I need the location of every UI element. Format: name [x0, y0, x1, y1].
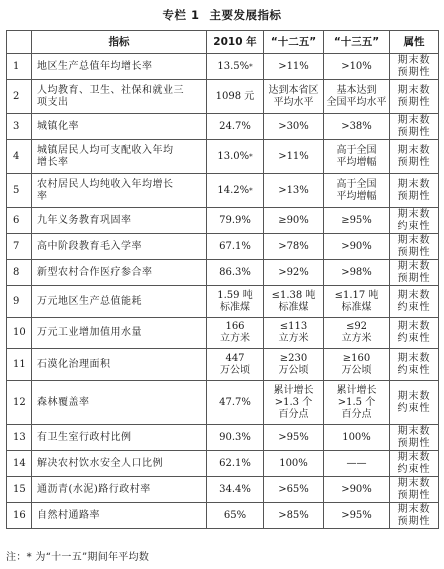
attribute-cell — [390, 174, 439, 208]
p12-line: >65% — [278, 483, 309, 495]
attr-line: 预期性 — [397, 272, 431, 284]
indicator-line: 自然村通路率 — [37, 509, 100, 521]
p12-line: >92% — [278, 266, 309, 278]
value-2010-cell — [207, 114, 264, 140]
row-number: 9 — [7, 286, 32, 318]
attr-line: 预期性 — [397, 156, 431, 168]
p13-line: 万公顷 — [341, 364, 372, 376]
attr-line: 期末数 — [397, 390, 431, 402]
indicator-line: 石漠化治理面积 — [37, 358, 111, 370]
attr-line: 约束性 — [397, 301, 431, 313]
p12-line: 累计增长 — [273, 384, 314, 396]
table-row — [7, 174, 439, 208]
footnote-mark: * — [249, 186, 253, 195]
attr-line: 期末数 — [397, 352, 431, 364]
p13-line: 高于全国 — [336, 178, 377, 190]
attr-line: 预期性 — [397, 246, 431, 258]
attribute-cell — [390, 208, 439, 234]
table-row — [7, 234, 439, 260]
attr-line: 期末数 — [397, 451, 431, 463]
indicator-cell — [32, 140, 207, 174]
indicator-cell — [32, 260, 207, 286]
target-13th-plan-cell — [324, 503, 390, 529]
p13-line: 累计增长 — [336, 384, 377, 396]
indicator-line: 城镇化率 — [37, 120, 79, 132]
p13-line: 标准煤 — [341, 301, 372, 313]
attr-line: 期末数 — [397, 289, 431, 301]
y2010-line: 447 — [225, 352, 245, 364]
table-row — [7, 80, 439, 114]
indicator-cell — [32, 286, 207, 318]
target-13th-plan-cell — [324, 54, 390, 80]
target-13th-plan-cell — [324, 80, 390, 114]
attr-line: 预期性 — [397, 126, 431, 138]
indicator-line: 万元工业增加值用水量 — [37, 327, 142, 338]
indicator-line: 人均教育、卫生、社保和就业三 — [37, 84, 184, 96]
p12-line: ≤1.38 吨 — [271, 289, 316, 301]
attr-line: 预期性 — [397, 190, 431, 202]
attribute-cell — [390, 234, 439, 260]
header-no — [7, 31, 32, 54]
attr-line: 预期性 — [397, 96, 431, 108]
attr-line: 期末数 — [397, 503, 431, 515]
attr-line: 预期性 — [397, 66, 431, 78]
table-row — [7, 140, 439, 174]
indicator-line: 项支出 — [37, 96, 69, 108]
header-2010: 2010 年 — [207, 31, 264, 54]
target-12th-plan-cell — [264, 286, 324, 318]
attr-line: 预期性 — [397, 489, 431, 501]
p13-line: 高于全国 — [336, 144, 377, 156]
y2010-value: 1098 元 — [215, 90, 255, 102]
attribute-cell — [390, 503, 439, 529]
indicator-line: 地区生产总值年均增长率 — [37, 60, 153, 72]
y2010-line: 万公顷 — [220, 364, 250, 376]
value-2010-cell — [207, 80, 264, 114]
attribute-cell — [390, 54, 439, 80]
indicator-cell — [32, 349, 207, 381]
target-13th-plan-cell — [324, 318, 390, 349]
p13-line: >90% — [341, 240, 372, 252]
indicator-line: 新型农村合作医疗参合率 — [37, 266, 153, 278]
row-number: 13 — [7, 425, 32, 451]
table-row — [7, 114, 439, 140]
attr-line: 期末数 — [397, 425, 431, 437]
value-2010-cell — [207, 286, 264, 318]
target-12th-plan-cell — [264, 451, 324, 477]
p12-line: 100% — [279, 457, 308, 469]
p12-line: ≥230 — [279, 352, 308, 364]
y2010-value: 79.9% — [219, 214, 251, 226]
attribute-cell — [390, 140, 439, 174]
indicator-cell — [32, 234, 207, 260]
p12-line: 立方米 — [278, 333, 309, 344]
target-12th-plan-cell — [264, 208, 324, 234]
p12-line: >85% — [278, 509, 309, 521]
p13-line: 平均增幅 — [336, 190, 377, 202]
y2010-value: 14.2% — [217, 184, 250, 196]
indicator-cell — [32, 503, 207, 529]
table-row — [7, 260, 439, 286]
row-number: 16 — [7, 503, 32, 529]
p12-line: >11% — [278, 150, 309, 162]
attr-line: 约束性 — [397, 463, 431, 475]
target-12th-plan-cell — [264, 349, 324, 381]
value-2010-cell — [207, 174, 264, 208]
row-number: 15 — [7, 477, 32, 503]
indicator-line: 城镇居民人均可支配收入年均 — [37, 144, 174, 156]
attribute-cell — [390, 425, 439, 451]
p13-line: >98% — [341, 266, 372, 278]
table-row — [7, 425, 439, 451]
attr-line: 期末数 — [397, 84, 431, 96]
target-13th-plan-cell — [324, 425, 390, 451]
value-2010-cell — [207, 477, 264, 503]
value-2010-cell — [207, 54, 264, 80]
p12-line: >95% — [278, 431, 309, 443]
row-number: 11 — [7, 349, 32, 381]
target-13th-plan-cell — [324, 234, 390, 260]
value-2010-cell — [207, 260, 264, 286]
value-2010-cell — [207, 318, 264, 349]
table-caption — [6, 2, 438, 28]
attr-line: 约束性 — [397, 220, 431, 232]
value-2010-cell — [207, 234, 264, 260]
p13-line: 全国平均水平 — [326, 96, 387, 108]
table-row — [7, 503, 439, 529]
attr-line: 预期性 — [397, 515, 431, 527]
y2010-value: 34.4% — [219, 483, 251, 495]
attr-line: 期末数 — [397, 260, 431, 272]
attribute-cell — [390, 349, 439, 381]
row-number: 6 — [7, 208, 32, 234]
row-number: 5 — [7, 174, 32, 208]
target-12th-plan-cell — [264, 174, 324, 208]
p13-line: 平均增幅 — [336, 156, 377, 168]
p13-line: >10% — [341, 60, 372, 72]
y2010-value: 67.1% — [219, 240, 251, 252]
indicator-cell — [32, 114, 207, 140]
indicator-line: 九年义务教育巩固率 — [37, 214, 132, 226]
attr-line: 期末数 — [397, 321, 431, 332]
target-12th-plan-cell — [264, 80, 324, 114]
p12-line: 万公顷 — [278, 364, 309, 376]
attribute-cell — [390, 260, 439, 286]
target-13th-plan-cell — [324, 174, 390, 208]
header-attribute: 属性 — [390, 31, 439, 54]
footnote-mark: * — [249, 152, 253, 161]
attr-line: 约束性 — [397, 402, 431, 414]
p12-line: >78% — [278, 240, 309, 252]
attr-line: 预期性 — [397, 437, 431, 449]
value-2010-cell — [207, 503, 264, 529]
row-number: 2 — [7, 80, 32, 114]
p13-line: 百分点 — [341, 408, 372, 420]
attr-line: 期末数 — [397, 114, 431, 126]
indicator-cell — [32, 80, 207, 114]
p13-line: 基本达到 — [336, 84, 377, 96]
target-12th-plan-cell — [264, 140, 324, 174]
attribute-cell — [390, 451, 439, 477]
p13-line: 100% — [342, 431, 371, 443]
target-12th-plan-cell — [264, 114, 324, 140]
target-13th-plan-cell — [324, 140, 390, 174]
target-13th-plan-cell — [324, 260, 390, 286]
target-13th-plan-cell — [324, 477, 390, 503]
y2010-line: 1.59 吨 — [217, 289, 253, 301]
y2010-value: 90.3% — [219, 431, 251, 443]
p13-line: ≤1.17 吨 — [334, 289, 379, 301]
y2010-value: 13.5% — [217, 60, 250, 72]
indicator-line: 高中阶段教育毛入学率 — [37, 240, 142, 252]
indicator-cell — [32, 318, 207, 349]
header-row — [7, 31, 439, 54]
p12-line: >1.3 个 — [274, 396, 313, 408]
target-13th-plan-cell — [324, 286, 390, 318]
row-number: 14 — [7, 451, 32, 477]
y2010-value: 62.1% — [219, 457, 251, 469]
p13-line: >95% — [341, 509, 372, 521]
p13-line: —— — [346, 457, 367, 469]
y2010-value: 47.7% — [219, 396, 251, 408]
indicator-cell — [32, 477, 207, 503]
target-12th-plan-cell — [264, 477, 324, 503]
target-13th-plan-cell — [324, 208, 390, 234]
target-12th-plan-cell — [264, 260, 324, 286]
indicator-line: 森林覆盖率 — [37, 396, 90, 408]
table-row — [7, 381, 439, 425]
header-indicator: 指标 — [32, 31, 207, 54]
indicator-cell — [32, 208, 207, 234]
target-12th-plan-cell — [264, 234, 324, 260]
target-12th-plan-cell — [264, 318, 324, 349]
target-13th-plan-cell — [324, 451, 390, 477]
table-row — [7, 451, 439, 477]
footnote: 注：* 为“十一五”期间年平均数 — [6, 552, 150, 563]
attr-line: 期末数 — [397, 234, 431, 246]
attr-line: 约束性 — [397, 364, 431, 376]
value-2010-cell — [207, 451, 264, 477]
y2010-line: 166 — [225, 321, 245, 332]
table-row — [7, 208, 439, 234]
p12-line: 达到本省区 — [268, 84, 319, 96]
attr-line: 期末数 — [397, 477, 431, 489]
p13-line: 立方米 — [341, 333, 372, 344]
value-2010-cell — [207, 208, 264, 234]
table-row — [7, 286, 439, 318]
row-number: 1 — [7, 54, 32, 80]
p13-line: ≥160 — [342, 352, 371, 364]
caption-label: 专栏 1 — [162, 8, 200, 22]
indicator-line: 农村居民人均纯收入年均增长 — [37, 178, 174, 190]
target-12th-plan-cell — [264, 381, 324, 425]
indicator-cell — [32, 425, 207, 451]
attr-line: 期末数 — [397, 144, 431, 156]
target-13th-plan-cell — [324, 349, 390, 381]
indicator-cell — [32, 451, 207, 477]
attribute-cell — [390, 286, 439, 318]
attr-line: 约束性 — [397, 333, 431, 344]
row-number: 3 — [7, 114, 32, 140]
attr-line: 期末数 — [397, 54, 431, 66]
attribute-cell — [390, 318, 439, 349]
y2010-value: 13.0% — [217, 150, 250, 162]
p12-line: ≥90% — [278, 214, 309, 226]
row-number: 10 — [7, 318, 32, 349]
table-row — [7, 349, 439, 381]
table-row — [7, 54, 439, 80]
row-number: 4 — [7, 140, 32, 174]
target-12th-plan-cell — [264, 503, 324, 529]
target-12th-plan-cell — [264, 54, 324, 80]
table-row — [7, 318, 439, 349]
indicator-cell — [32, 54, 207, 80]
indicator-line: 率 — [37, 190, 48, 202]
target-12th-plan-cell — [264, 425, 324, 451]
target-13th-plan-cell — [324, 114, 390, 140]
attribute-cell — [390, 477, 439, 503]
p13-line: >38% — [341, 120, 372, 132]
row-number: 8 — [7, 260, 32, 286]
table-body — [7, 54, 439, 529]
table-row — [7, 477, 439, 503]
row-number: 12 — [7, 381, 32, 425]
y2010-value: 86.3% — [219, 266, 251, 278]
indicator-line: 万元地区生产总值能耗 — [37, 295, 142, 307]
y2010-value: 24.7% — [219, 120, 251, 132]
p12-line: 百分点 — [278, 408, 309, 420]
header-12th-plan: “十二五” — [264, 31, 324, 54]
p12-line: 标准煤 — [278, 301, 309, 313]
caption-title: 主要发展指标 — [209, 8, 282, 22]
attr-line: 期末数 — [397, 208, 431, 220]
attribute-cell — [390, 381, 439, 425]
p13-line: >90% — [341, 483, 372, 495]
y2010-line: 立方米 — [220, 333, 250, 344]
indicator-line: 增长率 — [37, 156, 69, 168]
p12-line: 平均水平 — [273, 96, 314, 108]
indicator-line: 有卫生室行政村比例 — [37, 431, 132, 443]
value-2010-cell — [207, 349, 264, 381]
y2010-line: 标准煤 — [220, 301, 250, 313]
p13-line: ≥95% — [341, 214, 372, 226]
indicator-line: 解决农村饮水安全人口比例 — [37, 457, 163, 469]
footnote-mark: * — [249, 62, 253, 71]
p13-line: ≤92 — [345, 321, 368, 332]
value-2010-cell — [207, 140, 264, 174]
indicators-table — [6, 30, 439, 529]
value-2010-cell — [207, 425, 264, 451]
y2010-value: 65% — [223, 509, 247, 521]
p13-line: >1.5 个 — [337, 396, 376, 408]
p12-line: >13% — [278, 184, 309, 196]
p12-line: >11% — [278, 60, 309, 72]
attr-line: 期末数 — [397, 178, 431, 190]
target-13th-plan-cell — [324, 381, 390, 425]
indicator-line: 通沥青(水泥)路行政村率 — [37, 483, 151, 495]
indicator-cell — [32, 381, 207, 425]
header-13th-plan: “十三五” — [324, 31, 390, 54]
value-2010-cell — [207, 381, 264, 425]
row-number: 7 — [7, 234, 32, 260]
indicator-cell — [32, 174, 207, 208]
p12-line: ≤113 — [279, 321, 308, 332]
attribute-cell — [390, 80, 439, 114]
attribute-cell — [390, 114, 439, 140]
p12-line: >30% — [278, 120, 309, 132]
